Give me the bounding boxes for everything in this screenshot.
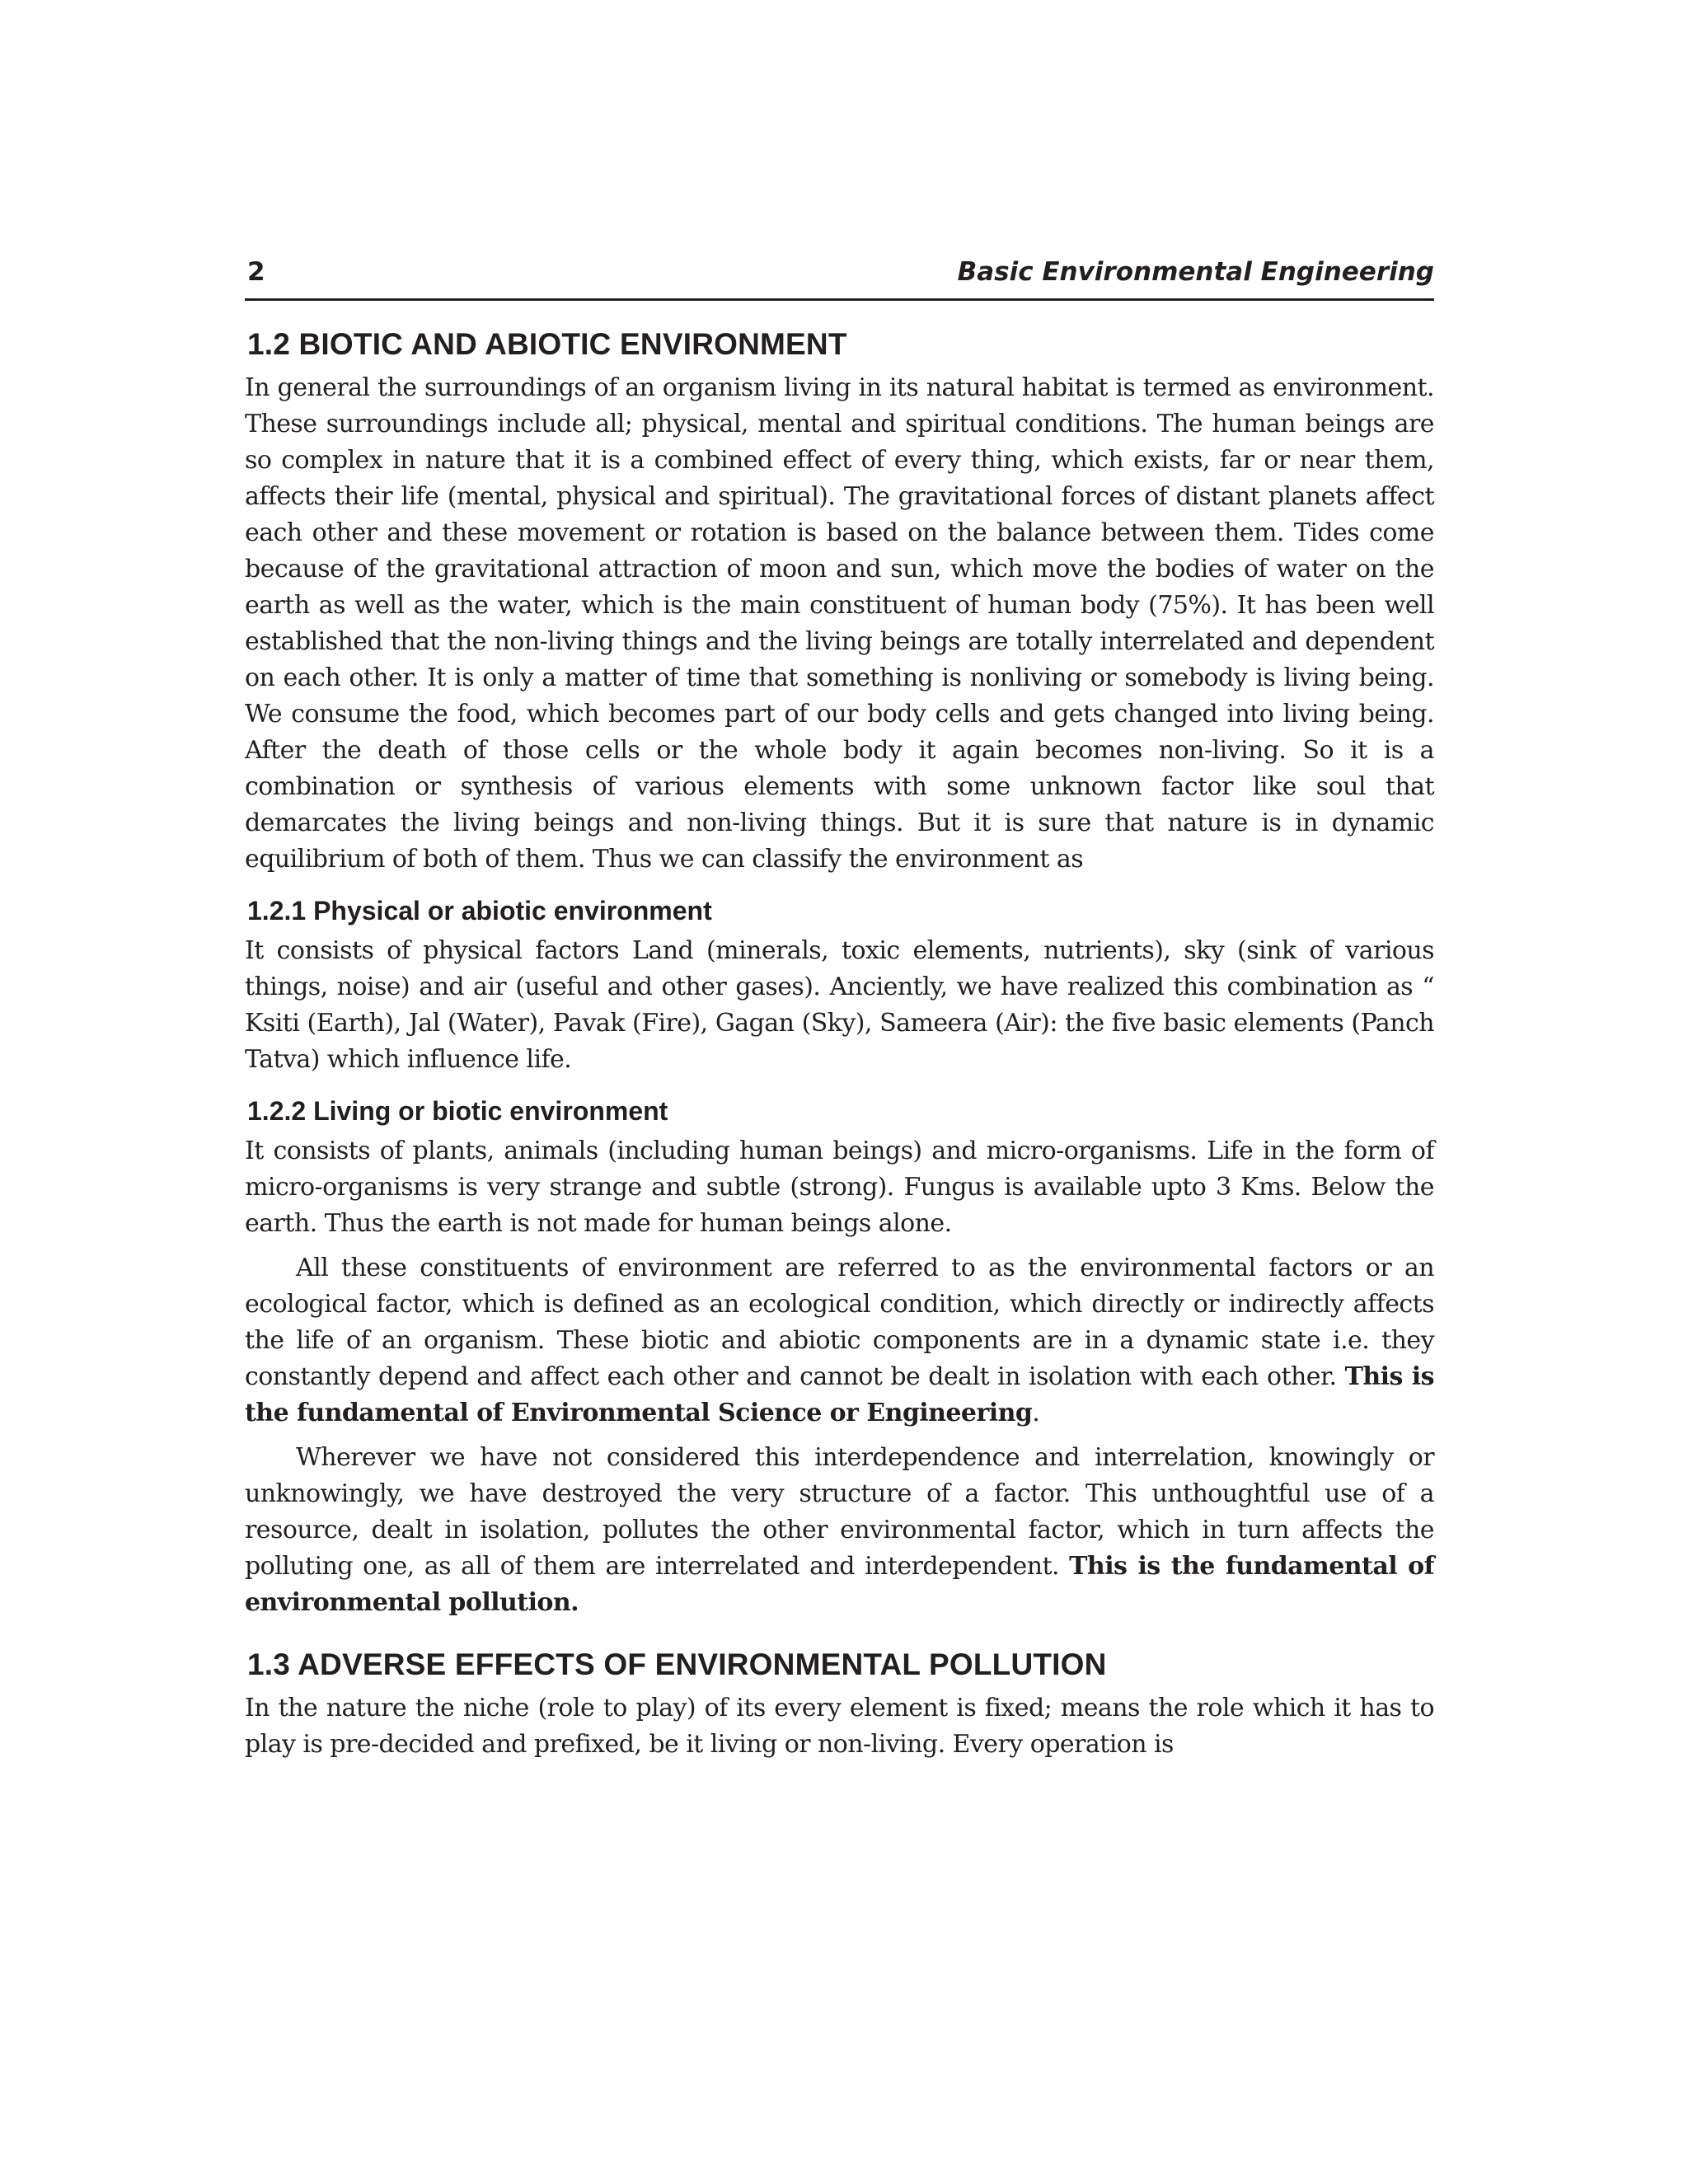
page [245, 255, 1434, 1763]
section-1-2-2-paragraph-1: It consists of plants, animals (including human beings) and micro-organisms. Life in the form of micro-organisms is very strange and subtle (strong). Fungus is available upto 3 Kms. Below the earth. Thus the earth is not made for human beings alone. [245, 1137, 1434, 1238]
fundamental-statement: This is the fundamental of Environmental Science or Engineering [245, 1362, 1434, 1427]
section-1-2-heading: 1.2 BIOTIC AND ABIOTIC ENVIRONMENT [247, 327, 847, 361]
paragraph-text: Wherever we have not considered this interdependence and interrelation, knowingly or unknowingly, we have destroyed the very structure of a factor. This unthoughtful use of a resource, dealt in isolation, pollutes the other environmental factor, which in turn affects the polluting one, as all of them are interrelated and interdependent. [245, 1443, 1434, 1581]
section-1-2-1-heading: 1.2.1 Physical or abiotic environment [247, 896, 712, 926]
section-1-2-paragraph: In general the surroundings of an organism living in its natural habitat is termed as environment. These surroundings include all; physical, mental and spiritual conditions. The human beings are so complex in nature that it is a combined effect of every thing, which exists, far or near them, affects their life (mental, physical and spiritual). The gravitational forces of distant planets affect each other and these movement or rotation is based on the balance between them. Tides come because of the gravitational attraction of moon and sun, which move the bodies of water on the earth as well as the water, which is the main constituent of human body (75%). It has been well established that the non-living things and the living beings are totally interrelated and dependent on each other. It is only a matter of time that something is nonliving or somebody is living being. We consume the food, which becomes part of our body cells and gets changed into living being. After the death of those cells or the whole body it again becomes non-living. So it is a combination or synthesis of various elements with some unknown factor like soul that demarcates the living beings and non-living things. But it is sure that nature is in dynamic equilibrium of both of them. Thus we can classify the environment as [245, 373, 1434, 874]
running-header [245, 255, 1434, 301]
book-title: Basic Environmental Engineering [957, 257, 1434, 287]
section-1-2-2-paragraph-2 [245, 1250, 1434, 1432]
section-1-2-2-heading: 1.2.2 Living or biotic environment [247, 1096, 668, 1126]
paragraph-end: . [1032, 1399, 1040, 1427]
page-number: 2 [247, 257, 265, 287]
section-1-3-paragraph: In the nature the niche (role to play) of its every element is fixed; means the role which it has to play is pre-decided and prefixed, be it living or non-living. Every operation is [245, 1694, 1434, 1759]
paragraph-text: All these constituents of environment are referred to as the environmental factors or an ecological factor, which is defined as an ecological condition, which directly or indirectly affects the life of an organism. These biotic and abiotic components are in a dynamic state i.e. they constantly depend and affect each other and cannot be dealt in isolation with each other. [245, 1254, 1434, 1391]
section-1-2-2-paragraph-3 [245, 1440, 1434, 1621]
pollution-statement: This is the fundamental of environmental pollution. [245, 1552, 1434, 1617]
section-1-3-heading: 1.3 ADVERSE EFFECTS OF ENVIRONMENTAL POLLUTION [247, 1647, 1107, 1681]
section-1-2-1-paragraph: It consists of physical factors Land (minerals, toxic elements, nutrients), sky (sink of various things, noise) and air (useful and other gases). Anciently, we have realized this combination as “ Ksiti (Earth), Jal (Water), Pavak (Fire), Gagan (Sky), Sameera (Air): the five basic elements (Panch Tatva) which influence life. [245, 936, 1434, 1074]
